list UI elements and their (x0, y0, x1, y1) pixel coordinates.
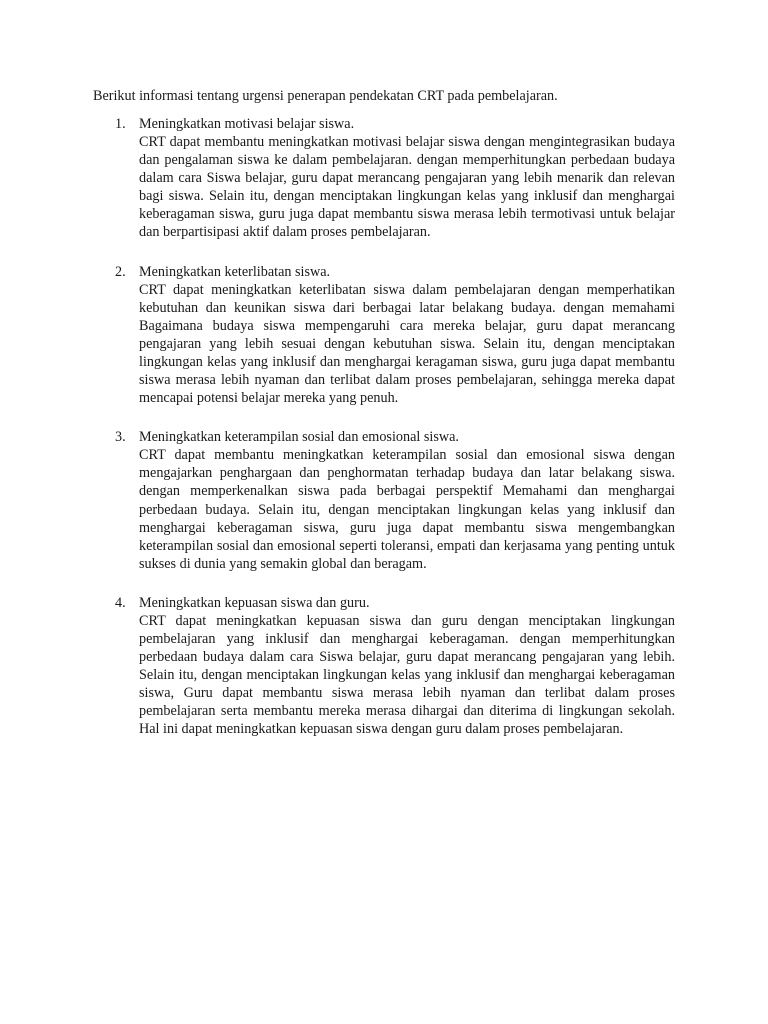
item-body: CRT dapat meningkatkan keterlibatan siswa dalam pembelajaran dengan memperhatikan kebutuhan dan keunikan siswa dari berbagai latar belakang budaya. dengan memahami Bagaimana budaya siswa mempengaruhi cara mereka belajar, guru dapat merancang pengajaran yang lebih sesuai dengan kebutuhan siswa. Selain itu, dengan menciptakan lingkungan kelas yang inklusif dan menghargai keragaman siswa, guru juga dapat membantu siswa merasa lebih nyaman dan terlibat dalam proses pembelajaran, sehingga mereka dapat mencapai potensi belajar mereka yang penuh. (139, 281, 675, 407)
item-body: CRT dapat membantu meningkatkan motivasi belajar siswa dengan mengintegrasikan budaya dan pengalaman siswa ke dalam pembelajaran. dengan memperhitungkan perbedaan budaya dalam cara Siswa belajar, guru dapat merancang pengajaran yang lebih menarik dan relevan bagi siswa. Selain itu, dengan menciptakan lingkungan kelas yang inklusif dan menghargai keberagaman siswa, guru juga dapat membantu siswa merasa lebih termotivasi untuk belajar dan berpartisipasi aktif dalam proses pembelajaran. (139, 134, 675, 241)
item-heading: Meningkatkan kepuasan siswa dan guru. (139, 594, 370, 611)
item-heading: Meningkatkan motivasi belajar siswa. (139, 116, 355, 132)
item-number: 4. (115, 594, 126, 611)
list-item (93, 115, 675, 242)
item-body: CRT dapat membantu meningkatkan keterampilan sosial dan emosional siswa dengan mengajarkan penghargaan dan penghormatan terhadap budaya dan latar belakang siswa. dengan memperkenalkan siswa pada berbagai perspektif Memahami dan menghargai perbedaan budaya. Selain itu, dengan menciptakan lingkungan kelas yang inklusif dan menghargai keberagaman siswa, guru juga dapat membantu siswa mengembangkan keterampilan sosial dan emosional seperti toleransi, empati dan kerjasama yang penting untuk sukses di dunia yang semakin global dan beragam. (139, 447, 675, 572)
item-heading: Meningkatkan keterlibatan siswa. (139, 263, 331, 280)
item-number: 3. (115, 429, 126, 446)
urgency-list (93, 115, 675, 760)
item-heading: Meningkatkan keterampilan sosial dan emosional siswa. (139, 429, 459, 446)
list-item (93, 263, 675, 408)
intro-paragraph: Berikut informasi tentang urgensi penerapan pendekatan CRT pada pembelajaran. (93, 88, 558, 104)
item-body: CRT dapat meningkatkan kepuasan siswa dan guru dengan menciptakan lingkungan pembelajaran yang inklusif dan menghargai keberagaman. dengan memperhitungkan perbedaan budaya dalam cara Siswa belajar, guru dapat merancang pengajaran yang lebih. Selain itu, dengan menciptakan lingkungan kelas yang inklusif dan menghargai keberagaman siswa, Guru dapat membantu siswa merasa lebih nyaman dan terlibat dalam proses pembelajaran serta membantu mereka merasa dihargai dan diterima di lingkungan sekolah. Hal ini dapat meningkatkan kepuasan siswa dengan guru dalam proses pembelajaran. (139, 612, 675, 738)
item-number: 1. (115, 116, 126, 132)
list-item (93, 594, 675, 739)
item-number: 2. (115, 263, 126, 280)
list-item (93, 428, 675, 573)
